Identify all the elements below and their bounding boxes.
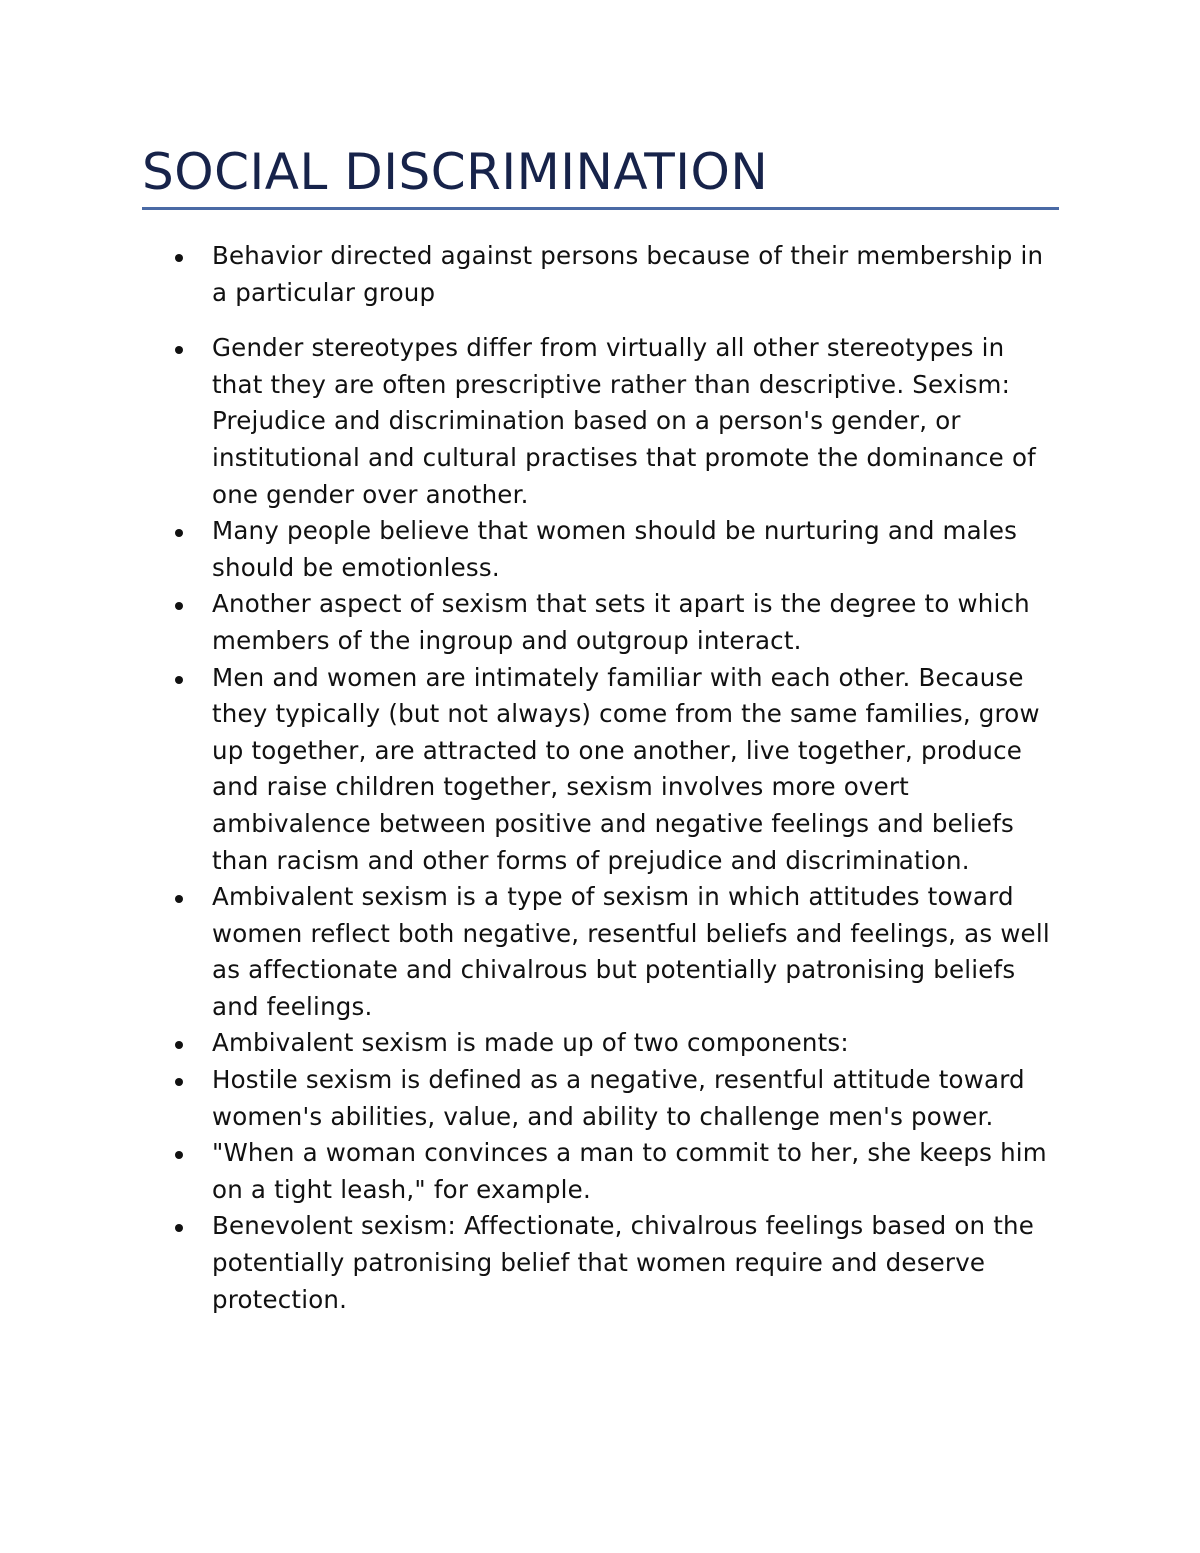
list-item-text: Hostile sexism is defined as a negative, resentful attitude toward women's abilities, value, and ability to challenge men's power.	[212, 1065, 1025, 1131]
list-item	[172, 1135, 1062, 1208]
list-item-text: Benevolent sexism: Affectionate, chivalrous feelings based on the potentially patronising belief that women require and deserve protection.	[212, 1211, 1035, 1314]
list-item-text: Ambivalent sexism is a type of sexism in which attitudes toward women reflect both negative, resentful beliefs and feelings, as well as affectionate and chivalrous but potentially patronising beliefs and feelings.	[212, 882, 1050, 1021]
bullet-icon	[175, 1224, 183, 1232]
list-item	[172, 879, 1062, 1025]
list-item	[172, 330, 1062, 513]
bullet-icon	[175, 1041, 183, 1049]
bullet-icon	[175, 895, 183, 903]
list-item-text: "When a woman convinces a man to commit to her, she keeps him on a tight leash," for example.	[212, 1138, 1047, 1204]
bullet-icon	[175, 602, 183, 610]
list-item	[172, 238, 1062, 311]
bullet-icon	[175, 676, 183, 684]
bullet-icon	[175, 346, 183, 354]
bullet-icon	[175, 1078, 183, 1086]
list-item-text: Behavior directed against persons because of their membership in a particular group	[212, 241, 1044, 307]
list-item-text: Many people believe that women should be nurturing and males should be emotionless.	[212, 516, 1018, 582]
bullet-icon	[175, 529, 183, 537]
list-item-text: Ambivalent sexism is made up of two components:	[212, 1028, 849, 1058]
list-item	[172, 1208, 1062, 1318]
bullet-icon	[175, 1151, 183, 1159]
list-item	[172, 660, 1062, 880]
list-item	[172, 1025, 1062, 1062]
list-item-text: Men and women are intimately familiar with each other. Because they typically (but not always) come from the same families, grow up together, are attracted to one another, live together, produce and raise children together, sexism involves more overt ambivalence between positive and negative feelings and beliefs than racism and other forms of prejudice and discrimination.	[212, 662, 1040, 875]
title-underline	[142, 207, 1059, 210]
list-item	[172, 1062, 1062, 1135]
bullet-icon	[175, 254, 183, 262]
list-item	[172, 586, 1062, 659]
page-title: SOCIAL DISCRIMINATION	[142, 143, 769, 201]
bullet-list	[172, 238, 1062, 1318]
list-item-text: Gender stereotypes differ from virtually all other stereotypes in that they are often prescriptive rather than descriptive. Sexism: Prejudice and discrimination based on a person's gender, or institutional and cultural practises that promote the dominance of one gender over another.	[212, 333, 1036, 509]
list-item-text: Another aspect of sexism that sets it apart is the degree to which members of the ingroup and outgroup interact.	[212, 589, 1030, 655]
list-item	[172, 513, 1062, 586]
